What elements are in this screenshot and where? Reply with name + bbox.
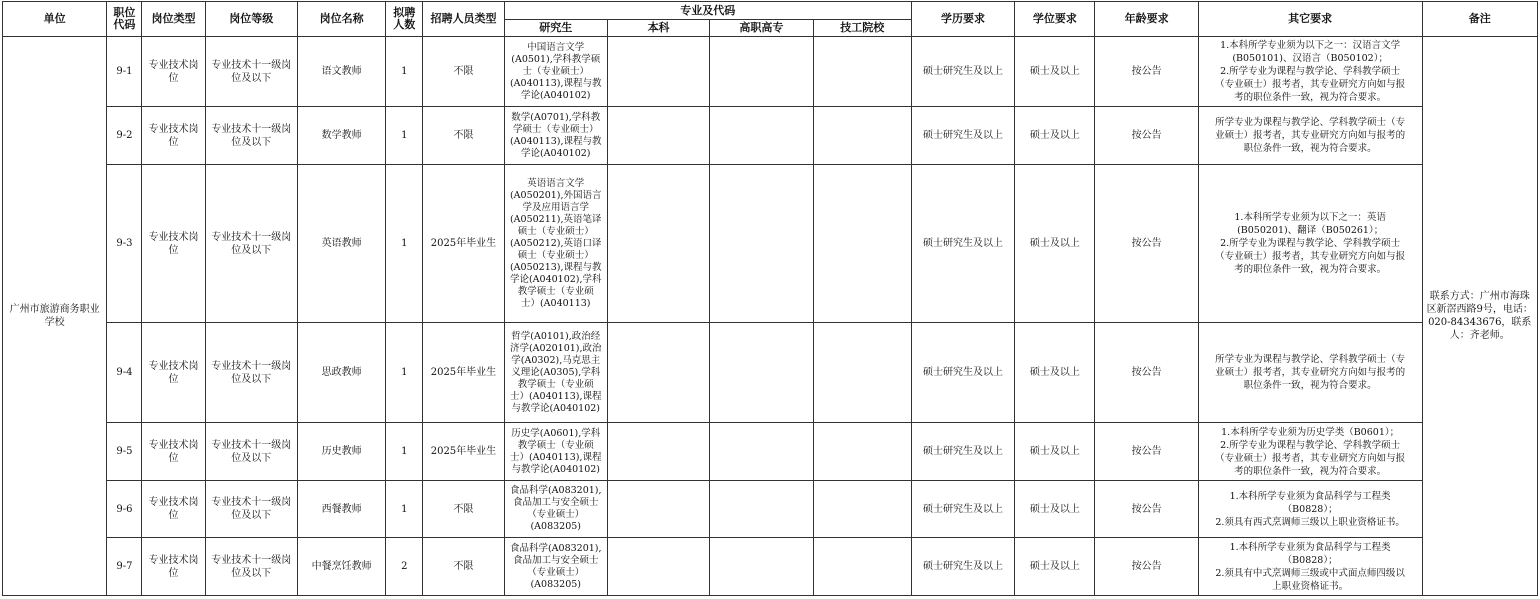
header-age: 年龄要求 — [1095, 2, 1198, 37]
other-requirements-cell — [1198, 37, 1422, 107]
unit-cell: 广州市旅游商务职业学校 — [3, 37, 107, 596]
major-grad-cell-line: 食品科学(A083201), — [509, 485, 602, 496]
recruit-type-cell: 不限 — [423, 107, 504, 165]
major-grad-cell — [504, 423, 607, 481]
age-cell: 按公告 — [1095, 323, 1198, 423]
major-grad-cell-line: 英语语言文学 — [527, 177, 585, 189]
other-requirements-cell-line: 所学专业为课程与教学论、学科教学硕士（专 — [1215, 117, 1406, 128]
other-requirements-cell-line: 考的职位条件一致，视为符合要求。 — [1234, 92, 1387, 103]
count-cell: 1 — [386, 481, 423, 538]
major-grad-cell-line: 学论(A040102) — [520, 89, 591, 101]
major-vocational-cell — [710, 323, 813, 423]
post-type-cell: 专业技术岗位 — [142, 481, 205, 538]
header-other: 其它要求 — [1198, 2, 1422, 37]
degree-cell: 硕士及以上 — [1015, 423, 1095, 481]
code-cell: 9-2 — [107, 107, 142, 165]
major-grad-cell-line: (A083205) — [530, 578, 582, 590]
other-requirements-cell-line: 2.须具有西式烹调师三级以上职业资格证书。 — [1215, 516, 1405, 528]
major-grad-cell-line: 与教学论(A040102) — [511, 463, 601, 475]
major-grad-cell-line: 中国语言文学 — [527, 41, 585, 53]
major-grad-cell-line: (A050212),英语口译 — [509, 237, 602, 249]
code-cell: 9-3 — [107, 165, 142, 323]
major-grad-cell — [504, 481, 607, 538]
major-vocational-cell — [710, 37, 813, 107]
other-requirements-cell-line: 上职业资格证书。 — [1272, 580, 1349, 592]
major-grad-cell-line: (A0501),学科教学硕 — [511, 53, 601, 65]
count-cell: 2 — [386, 538, 423, 596]
header-major-tech: 技工院校 — [813, 20, 911, 37]
code-cell: 9-5 — [107, 423, 142, 481]
major-bachelor-cell — [607, 37, 709, 107]
count-cell: 1 — [386, 423, 423, 481]
code-cell: 9-7 — [107, 538, 142, 596]
major-vocational-cell — [710, 165, 813, 323]
recruitment-table — [2, 1, 1538, 596]
other-requirements-cell-line: 2.所学专业为课程与教学论、学科教学硕士 — [1220, 439, 1401, 451]
header-post-type: 岗位类型 — [142, 2, 205, 37]
major-grad-cell-line: 士）(A040113),课程 — [509, 390, 602, 402]
degree-cell: 硕士及以上 — [1015, 323, 1095, 423]
major-vocational-cell — [710, 538, 813, 596]
major-tech-cell — [813, 165, 911, 323]
other-requirements-cell — [1198, 538, 1422, 596]
major-grad-cell-line: 义理论(A0305),学科 — [511, 366, 601, 378]
header-remarks: 备注 — [1422, 2, 1538, 37]
major-bachelor-cell — [607, 538, 709, 596]
major-grad-cell-line: 硕士（专业硕士） — [517, 225, 594, 237]
education-cell: 硕士研究生及以上 — [911, 107, 1014, 165]
major-bachelor-cell — [607, 423, 709, 481]
recruit-type-cell: 2025年毕业生 — [423, 165, 504, 323]
other-requirements-cell — [1198, 323, 1422, 423]
major-grad-cell-line: （专业硕士） — [527, 509, 585, 520]
major-tech-cell — [813, 481, 911, 538]
major-grad-cell — [504, 323, 607, 423]
post-type-cell: 专业技术岗位 — [142, 423, 205, 481]
education-cell: 硕士研究生及以上 — [911, 538, 1014, 596]
degree-cell: 硕士及以上 — [1015, 107, 1095, 165]
other-requirements-cell-line: 业硕士）报考者，其专业研究方向如与报考的 — [1215, 130, 1406, 141]
table-row — [3, 107, 1538, 165]
major-grad-cell — [504, 165, 607, 323]
major-grad-cell-line: (A050213),课程与教 — [509, 261, 602, 273]
major-vocational-cell — [710, 423, 813, 481]
post-name-cell: 英语教师 — [297, 165, 385, 323]
major-grad-cell-line: 硕士（专业硕士） — [517, 249, 594, 261]
degree-cell: 硕士及以上 — [1015, 538, 1095, 596]
count-cell: 1 — [386, 37, 423, 107]
major-bachelor-cell — [607, 481, 709, 538]
other-requirements-cell-line: （B0828）； — [1282, 554, 1338, 566]
recruit-type-cell: 不限 — [423, 37, 504, 107]
major-bachelor-cell — [607, 107, 709, 165]
table-body — [3, 37, 1538, 596]
major-tech-cell — [813, 423, 911, 481]
other-requirements-cell-line: 考的职位条件一致，视为符合要求。 — [1234, 465, 1387, 477]
major-vocational-cell — [710, 107, 813, 165]
degree-cell: 硕士及以上 — [1015, 165, 1095, 323]
post-type-cell: 专业技术岗位 — [142, 538, 205, 596]
age-cell: 按公告 — [1095, 107, 1198, 165]
major-grad-cell-line: 教学硕士（专业硕 — [517, 285, 594, 297]
post-level-cell: 专业技术十一级岗位及以下 — [205, 481, 297, 538]
table-row — [3, 165, 1538, 323]
major-grad-cell-line: 数学(A0701),学科教 — [511, 111, 601, 123]
other-requirements-cell-line: 2.所学专业为课程与教学论、学科教学硕士 — [1220, 66, 1401, 77]
header-unit: 单位 — [3, 2, 107, 37]
major-grad-cell-line: 食品科学(A083201), — [509, 542, 602, 554]
post-level-cell: 专业技术十一级岗位及以下 — [205, 37, 297, 107]
post-type-cell: 专业技术岗位 — [142, 323, 205, 423]
other-requirements-cell-line: 1.本科所学专业须为历史学类（B0601）； — [1221, 426, 1400, 438]
major-grad-cell-line: 士（专业硕士） — [522, 65, 589, 77]
major-grad-cell — [504, 37, 607, 107]
post-name-cell: 中餐烹饪教师 — [297, 538, 385, 596]
degree-cell: 硕士及以上 — [1015, 481, 1095, 538]
table-row — [3, 323, 1538, 423]
header-education: 学历要求 — [911, 2, 1014, 37]
count-cell: 1 — [386, 165, 423, 323]
major-tech-cell — [813, 37, 911, 107]
age-cell: 按公告 — [1095, 165, 1198, 323]
major-bachelor-cell — [607, 323, 709, 423]
other-requirements-cell-line: 职位条件一致，视为符合要求。 — [1243, 380, 1377, 391]
recruit-type-cell: 2025年毕业生 — [423, 423, 504, 481]
other-requirements-cell-line: 所学专业为课程与教学论、学科教学硕士（专 — [1215, 354, 1406, 365]
other-requirements-cell-line: (B050101)、汉语言（B050102）； — [1232, 53, 1388, 64]
count-cell: 1 — [386, 107, 423, 165]
major-grad-cell-line: (A050211),英语笔译 — [509, 213, 602, 225]
other-requirements-cell — [1198, 107, 1422, 165]
other-requirements-cell-line: 1.本科所学专业须为食品科学与工程类 — [1229, 490, 1391, 502]
major-grad-cell — [504, 538, 607, 596]
major-tech-cell — [813, 538, 911, 596]
code-cell: 9-6 — [107, 481, 142, 538]
post-name-cell: 历史教师 — [297, 423, 385, 481]
major-grad-cell-line: (A083205) — [530, 521, 582, 532]
header-major-vocational: 高职高专 — [710, 20, 813, 37]
header-code: 职位代码 — [107, 2, 142, 37]
other-requirements-cell-line: (B050201)、翻译（B050261）； — [1237, 225, 1384, 236]
other-requirements-cell-line: 考的职位条件一致，视为符合要求。 — [1234, 264, 1387, 275]
table-row — [3, 538, 1538, 596]
other-requirements-cell-line: 1.本科所学专业须为以下之一：英语 — [1234, 212, 1386, 223]
major-grad-cell-line: 学及应用语言学 — [522, 201, 589, 213]
header-major-bachelor: 本科 — [607, 20, 709, 37]
major-bachelor-cell — [607, 165, 709, 323]
education-cell: 硕士研究生及以上 — [911, 323, 1014, 423]
major-grad-cell-line: 教学硕士（专业硕 — [517, 378, 594, 390]
post-type-cell: 专业技术岗位 — [142, 37, 205, 107]
age-cell: 按公告 — [1095, 538, 1198, 596]
major-grad-cell-line: 学论(A040102),学科 — [509, 273, 602, 285]
major-grad-cell-line: (A040113),课程与教 — [509, 135, 602, 147]
major-grad-cell-line: 士）(A040113),课程 — [509, 451, 602, 463]
table-row — [3, 423, 1538, 481]
header-post-name: 岗位名称 — [297, 2, 385, 37]
post-type-cell: 专业技术岗位 — [142, 107, 205, 165]
other-requirements-cell-line: 职位条件一致，视为符合要求。 — [1243, 143, 1377, 154]
recruit-type-cell: 不限 — [423, 481, 504, 538]
age-cell: 按公告 — [1095, 481, 1198, 538]
header-degree: 学位要求 — [1015, 2, 1095, 37]
other-requirements-cell-line: 2.须具有中式烹调师三级或中式面点师四级以 — [1215, 567, 1405, 579]
major-grad-cell-line: (A050201),外国语言 — [509, 189, 602, 201]
other-requirements-cell-line: （专业硕士）报考者，其专业研究方向如与报 — [1215, 251, 1406, 262]
header-recruit-type: 招聘人员类型 — [423, 2, 504, 37]
post-level-cell: 专业技术十一级岗位及以下 — [205, 423, 297, 481]
post-level-cell: 专业技术十一级岗位及以下 — [205, 107, 297, 165]
other-requirements-cell — [1198, 423, 1422, 481]
header-major-group: 专业及代码 — [504, 2, 911, 20]
major-grad-cell-line: 济学(A020101),政治 — [509, 342, 602, 354]
other-requirements-cell-line: 1.本科所学专业须为食品科学与工程类 — [1229, 541, 1391, 553]
major-grad-cell-line: 与教学论(A040102) — [511, 402, 601, 414]
major-grad-cell-line: 士）(A040113) — [520, 297, 591, 309]
post-name-cell: 数学教师 — [297, 107, 385, 165]
major-tech-cell — [813, 107, 911, 165]
count-cell: 1 — [386, 323, 423, 423]
major-grad-cell-line: 学(A0302),马克思主 — [511, 354, 601, 366]
degree-cell: 硕士及以上 — [1015, 37, 1095, 107]
table-row — [3, 37, 1538, 107]
other-requirements-cell-line: （B0828）； — [1282, 503, 1338, 515]
education-cell: 硕士研究生及以上 — [911, 37, 1014, 107]
other-requirements-cell — [1198, 481, 1422, 538]
major-grad-cell-line: 学硕士（专业硕士） — [512, 123, 599, 135]
major-grad-cell-line: (A040113),课程与教 — [509, 77, 602, 89]
other-requirements-cell-line: （专业硕士）报考者，其专业研究方向如与报 — [1215, 79, 1406, 90]
major-grad-cell-line: （专业硕士） — [527, 566, 585, 578]
major-grad-cell-line: 教学硕士（专业硕 — [517, 439, 594, 451]
major-grad-cell-line: 哲学(A0101),政治经 — [511, 330, 601, 342]
post-name-cell: 语文教师 — [297, 37, 385, 107]
major-grad-cell — [504, 107, 607, 165]
age-cell: 按公告 — [1095, 37, 1198, 107]
major-grad-cell-line: 食品加工与安全硕士 — [512, 497, 599, 508]
post-level-cell: 专业技术十一级岗位及以下 — [205, 323, 297, 423]
education-cell: 硕士研究生及以上 — [911, 165, 1014, 323]
code-cell: 9-4 — [107, 323, 142, 423]
major-grad-cell-line: 历史学(A0601),学科 — [511, 427, 601, 439]
age-cell: 按公告 — [1095, 423, 1198, 481]
post-type-cell: 专业技术岗位 — [142, 165, 205, 323]
header-count: 拟聘人数 — [386, 2, 423, 37]
post-name-cell: 思政教师 — [297, 323, 385, 423]
header-post-level: 岗位等级 — [205, 2, 297, 37]
header-major-grad: 研究生 — [504, 20, 607, 37]
post-name-cell: 西餐教师 — [297, 481, 385, 538]
recruit-type-cell: 2025年毕业生 — [423, 323, 504, 423]
major-vocational-cell — [710, 481, 813, 538]
remarks-cell: 联系方式：广州市海珠区新滘西路9号，电话：020-84343676，联系人：齐老师。 — [1422, 37, 1538, 596]
table-row — [3, 481, 1538, 538]
education-cell: 硕士研究生及以上 — [911, 423, 1014, 481]
post-level-cell: 专业技术十一级岗位及以下 — [205, 165, 297, 323]
education-cell: 硕士研究生及以上 — [911, 481, 1014, 538]
other-requirements-cell-line: 业硕士）报考者，其专业研究方向如与报考的 — [1215, 367, 1406, 378]
major-grad-cell-line: 学论(A040102) — [520, 147, 591, 159]
code-cell: 9-1 — [107, 37, 142, 107]
major-tech-cell — [813, 323, 911, 423]
other-requirements-cell-line: 2.所学专业为课程与教学论、学科教学硕士 — [1220, 238, 1401, 249]
other-requirements-cell — [1198, 165, 1422, 323]
major-grad-cell-line: 食品加工与安全硕士 — [512, 554, 599, 566]
other-requirements-cell-line: 1.本科所学专业须为以下之一：汉语言文学 — [1220, 40, 1401, 51]
other-requirements-cell-line: （专业硕士）报考者，其专业研究方向如与报 — [1215, 452, 1406, 464]
recruit-type-cell: 不限 — [423, 538, 504, 596]
post-level-cell: 专业技术十一级岗位及以下 — [205, 538, 297, 596]
